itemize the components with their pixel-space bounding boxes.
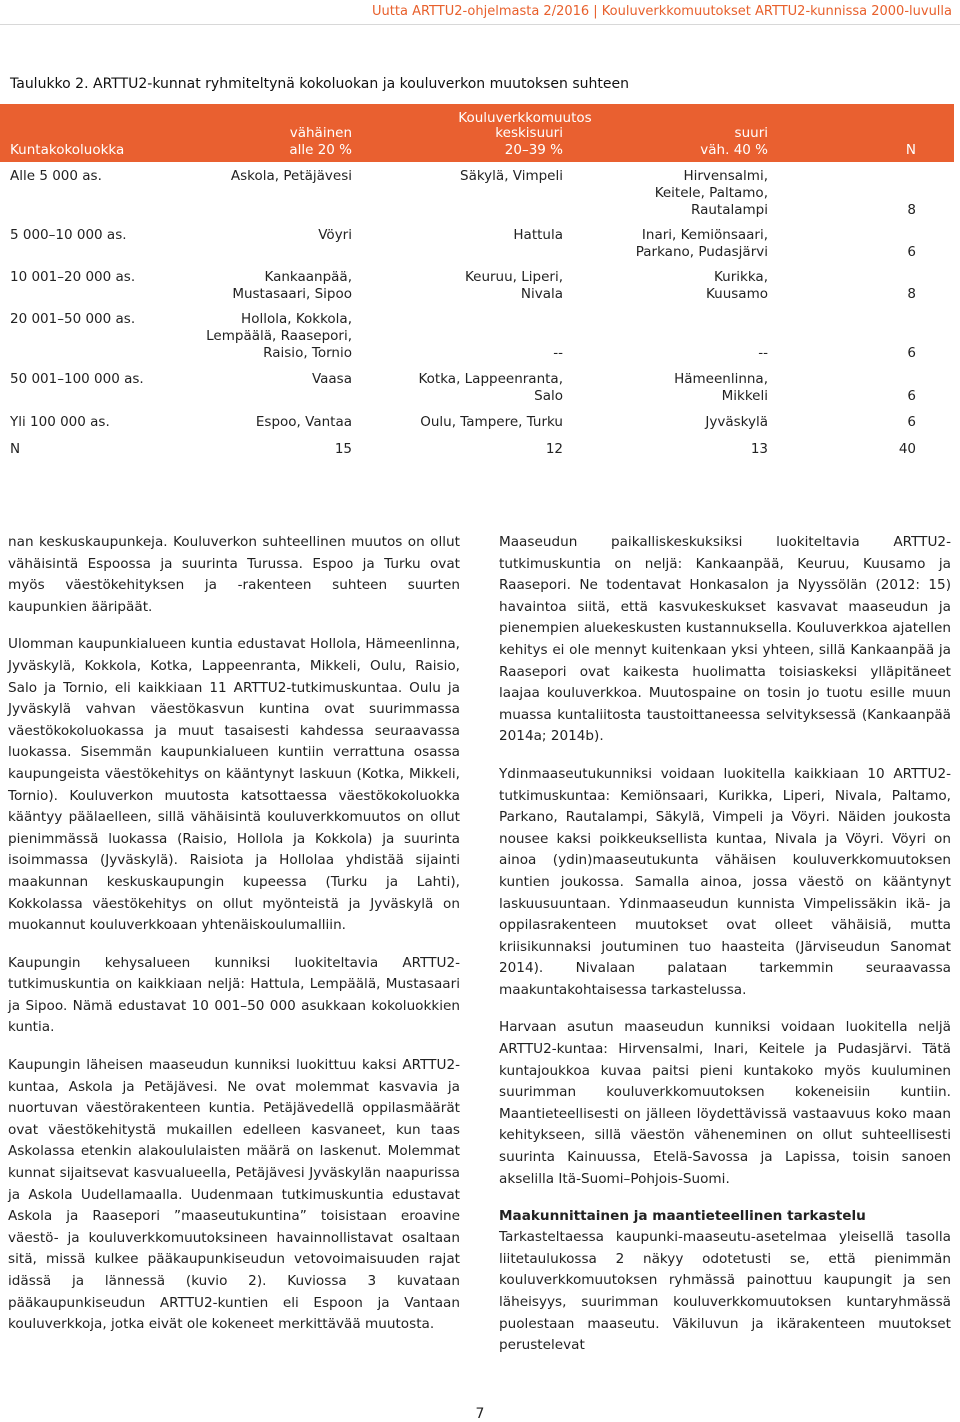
paragraph: Ydinmaaseutukunniksi voidaan luokitella kaikkiaan 10 ARTTU2-tutkimuskuntaa: Kemiönsaari, Kurikka, Liperi, Nivala, Paltamo, Parkano, Rautalampi, Säkylä, Vimpeli ja Vöyri. Näiden joukosta nousee kaksi poikkeuksellista kuntaa, Nivala ja Vöyri. Vöyri on ainoa (ydin)maaseutukunta vähäisen kouluverkkomuutoksen kuntien joukossa. Samalla ainoa, jossa väestö on kääntynyt laskuusuuntaan. Ydinmaaseudun kunnista Vimpelissäkin ikä- ja oppilasrakenteen muutokset ovat olleet vähäisiä, mutta kriisikunnaksi joutuminen tuo haasteita (Järviseudun Sanomat 2014). Nivalaan palataan tarkemmin seuraavassa maakuntakohtaisessa tarkastelussa. [499,765,951,998]
row-large: Inari, Kemiönsaari, [641,227,768,243]
row-large: Hirvensalmi, [683,168,768,184]
row-class: 10 001–20 000 as. [10,269,136,285]
col-n: N [905,142,916,158]
row-large: 13 [750,441,768,457]
row-large: Jyväskylä [705,414,768,430]
row-n: 40 [898,441,916,457]
row-mid: Säkylä, Vimpeli [460,168,563,184]
row-large: Kuusamo [705,286,768,302]
row-mid: Hattula [513,227,563,243]
row-class: N [10,441,21,457]
right-column [499,532,951,1373]
paragraph: Kaupungin läheisen maaseudun kunniksi luokittuu kaksi ARTTU2-kuntaa, Askola ja Petäjävesi. Ne ovat molemmat kasvavia ja nuortuvan väestörakenteen kuntia. Petäjävedellä oppilasmäärät ovat väestökehitystä mukaillen edelleen kasvaneet, kun taas Askolassa etenkin alakoululaisten määrä on laskenut. Molemmat kunnat sijaitsevat kasvualueella, Petäjävesi Jyväskylän naapurissa ja Askola Uudellamaalla. Uudenmaan tutkimuskuntia edustavat Askola ja Raasepori ”maaseutukuntina” toisistaan eroavine väestö- ja kouluverkkomuutoksineen havainnollistavat osaltaan sitä, missä kulkee pääkaupunkiseudun vetovoimaisuuden rajat idässä ja lännessä (kuvio 2). Kuviossa 3 kuvataan pääkaupunkiseudun ARTTU2-kuntien eli Espoon ja Vantaan kouluverkkoja, jotka eivät ole kokeneet merkittävää muutosta. [8,1057,460,1333]
row-class: 5 000–10 000 as. [10,227,127,243]
running-title: Uutta ARTTU2-ohjelmasta 2/2016 | Kouluverkkomuutokset ARTTU2-kunnissa 2000-luvulla [372,4,952,19]
row-n: 8 [907,202,916,218]
row-n: 6 [907,388,916,404]
left-column [8,532,460,1352]
row-small: Raisio, Tornio [263,345,352,361]
row-mid: Keuruu, Liperi, [464,269,563,285]
row-mid: Oulu, Tampere, Turku [420,414,563,430]
row-class: 20 001–50 000 as. [10,311,136,327]
row-large: Hämeenlinna, [674,371,768,387]
row-class: Yli 100 000 as. [10,414,110,430]
col-class: Kuntakokoluokka [10,142,125,158]
group-header: Kouluverkkomuutos [458,110,592,126]
row-small: 15 [334,441,352,457]
row-small: Mustasaari, Sipoo [232,286,352,302]
table-header [0,104,954,162]
row-small: Lempäälä, Raasepori, [206,328,352,344]
row-large: Kurikka, [714,269,768,285]
paragraph: nan keskuskaupunkeja. Kouluverkon suhteellinen muutos on ollut vähäisintä Espoossa ja suurinta Turussa. Espoo ja Turku ovat myös väestökehityksen ja -rakenteen suhteen suurten kaupunkien ääripäät. [8,534,460,615]
row-small: Espoo, Vantaa [255,414,352,430]
row-mid: -- [553,345,563,361]
row-mid: Salo [534,388,563,404]
row-class: 50 001–100 000 as. [10,371,144,387]
row-n: 6 [907,345,916,361]
row-large: Rautalampi [691,202,768,218]
row-class: Alle 5 000 as. [10,168,102,184]
row-small: Askola, Petäjävesi [230,168,352,184]
paragraph: Kaupungin kehysalueen kunniksi luokiteltavia ARTTU2-tutkimuskuntia on kaikkiaan neljä: Hattula, Lempäälä, Mustasaari ja Sipoo. Nämä edustavat 10 001–50 000 asukkaan kokoluokkien kuntia. [8,954,460,1036]
row-small: Kankaanpää, [264,269,352,285]
running-header [0,0,960,25]
row-mid: Nivala [520,286,563,302]
row-n: 6 [907,244,916,260]
paragraph: Harvaan asutun maaseudun kunniksi voidaan luokitella neljä ARTTU2-kuntaa: Hirvensalmi, Inari, Keitele ja Pudasjärvi. Tätä kuntajoukkoa kuvaa paitsi pieni kuntakoko myös kuuluminen suurimman kouluverkkomuutoksen kokeneisiin kuntiin. Maantieteellisesti on jälleen löydettävissä vastaavuus koko maan kehitykseen, sillä väestön väheneminen on ollut suhteellisesti suurinta Kainuussa, Etelä-Savossa ja Lapissa, toisin sanoen akselilla Itä-Suomi–Pohjois-Suomi. [499,1019,951,1187]
col-large-1: suuri [734,125,768,141]
table-caption: Taulukko 2. ARTTU2-kunnat ryhmiteltynä kokoluokan ja kouluverkon muutoksen suhteen [10,76,629,92]
col-mid-2: 20–39 % [504,142,563,158]
col-large-2: väh. 40 % [700,142,768,158]
col-mid-1: keskisuuri [495,125,563,141]
row-n: 6 [907,414,916,430]
paragraph: Maaseudun paikalliskeskuksiksi luokiteltavia ARTTU2-tutkimuskuntia on neljä: Kankaanpää, Keuruu, Kuusamo ja Raasepori. Ne todentavat Honkasalon ja Nyyssölän (2012: 15) havaintoa siitä, että kasvukeskukset kasvavat maaseudun ja pienempien aluekeskusten kustannuksella. Kouluverkkoa ajatellen kehitys ei ole mennyt kuitenkaan yksi yhteen, sillä Kankaanpää ja Raasepori ovat kaikesta huolimatta toisiaskeksi ylläpitäneet laajaa kouluverkkoa. Muutospaine on tosin jo tuotu esille muun muassa kuntaliitosta taustoittaneessa selvityksessä (Kankaanpää 2014a; 2014b). [499,534,951,745]
col-small-1: vähäinen [289,125,352,141]
row-large: Keitele, Paltamo, [654,185,768,201]
paragraph: Ulomman kaupunkialueen kuntia edustavat Hollola, Hämeenlinna, Jyväskylä, Kokkola, Kotka, Lappeenranta, Mikkeli, Oulu, Raisio, Salo ja Tornio, eli kaikkiaan 11 ARTTU2-tutkimuskuntaa. Oulu ja Jyväskylä vahvan väestökasvun kuntina ovat suurimmassa väestökokoluokassa ja muut tasaisesti kahdessa seuraavassa luokassa. Sisemmän kaupunkialueen kuntiin verrattuna osassa kaupungeista väestökehitys on kääntynyt laskuun (Kotka, Mikkeli, Tornio). Kouluverkon muutosta katsottaessa väestökokoluokka kääntyy päälaelleen, sillä vähäisintä kouluverkkomuutos on ollut pienimmässä luokassa (Raisio, Hollola ja Kokkola) ja suurinta isoimmassa (Jyväskylä). Raisiota ja Hollolaa yhdistää sijainti maakunnan keskuskaupungin kupeessa (Turku ja Lahti), Kokkolassa väestökehitys on ollut myönteistä ja Jyväskylä on muokannut kouluverkkoaan yhtenäiskoulumalliin. [8,636,460,934]
row-large: Parkano, Pudasjärvi [635,244,768,260]
row-small: Vaasa [311,371,352,387]
row-large: -- [758,345,768,361]
paragraph: Tarkasteltaessa kaupunki-maaseutu-asetelmaa yleisellä tasolla liitetaulukossa 2 näkyy odotetusti se, että pienimmän kouluverkkomuutoksen ryhmässä painottuu kaupungit ja sen läheisyys, suurimman kouluverkkomuutoksen kuntaryhmässä puolestaan maaseutu. Väkiluvun ja ikärakenteen muutokset perustelevat [499,1229,951,1354]
row-n: 8 [907,286,916,302]
row-small: Hollola, Kokkola, [241,311,352,327]
page-number: 7 [475,1406,485,1422]
row-mid: Kotka, Lappeenranta, [418,371,563,387]
row-large: Mikkeli [721,388,768,404]
col-small-2: alle 20 % [289,142,352,158]
row-mid: 12 [545,441,563,457]
row-small: Vöyri [318,227,352,243]
section-heading: Maakunnittainen ja maantieteellinen tarkastelu [499,1208,866,1225]
